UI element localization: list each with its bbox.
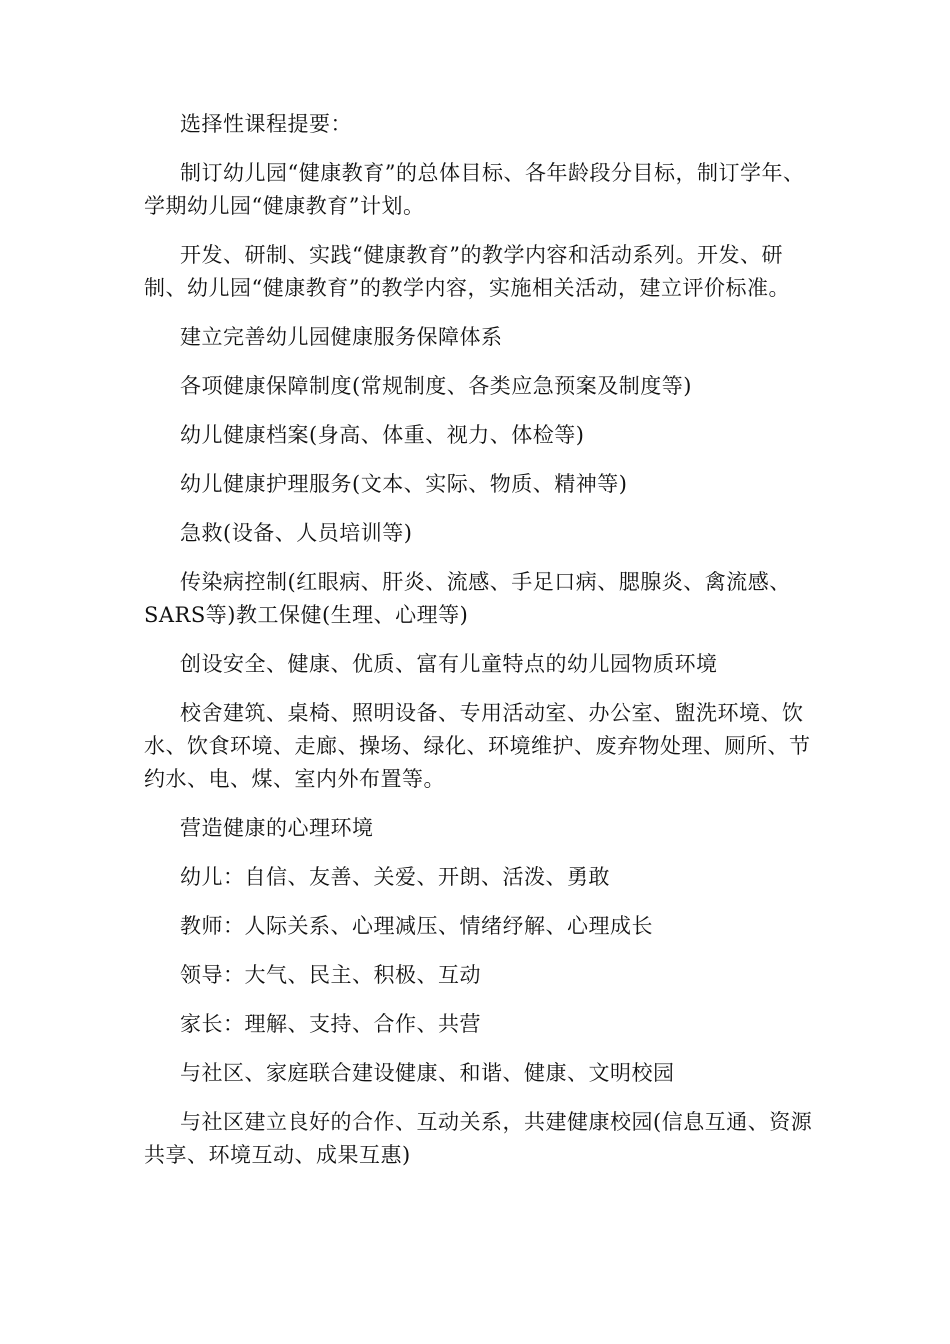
paragraph-facilities: 校舍建筑、桌椅、照明设备、专用活动室、办公室、盥洗环境、饮水、饮食环境、走廊、操场、绿化、环境维护、废弃物处理、厕所、节约水、电、煤、室内外布置等。 [144,701,811,791]
paragraph-children: 幼儿：自信、友善、关爱、开朗、活泼、勇敢 [180,865,610,889]
paragraph-leaders: 领导：大气、民主、积极、互动 [180,963,481,987]
paragraph-goals: 制订幼儿园“健康教育”的总体目标、各年龄段分目标，制订学年、学期幼儿园“健康教育”计划。 [144,161,805,218]
paragraph-parents: 家长：理解、支持、合作、共营 [180,1012,481,1036]
paragraph-care-services: 幼儿健康护理服务(文本、实际、物质、精神等) [180,472,628,496]
paragraph-first-aid: 急救(设备、人员培训等) [180,521,413,545]
paragraph-community-building: 与社区、家庭联合建设健康、和谐、健康、文明校园 [180,1061,675,1085]
paragraph-physical-environment: 创设安全、健康、优质、富有儿童特点的幼儿园物质环境 [180,652,718,676]
paragraph-health-rules: 各项健康保障制度(常规制度、各类应急预案及制度等) [180,374,692,398]
paragraph-community-cooperation: 与社区建立良好的合作、互动关系，共建健康校园(信息互通、资源共享、环境互动、成果互惠) [144,1110,813,1167]
paragraph-service-system: 建立完善幼儿园健康服务保障体系 [180,325,503,349]
paragraph-disease-control: 传染病控制(红眼病、肝炎、流感、手足口病、腮腺炎、禽流感、SARS等)教工保健(生理、心理等) [144,570,791,627]
paragraph-psychological-environment: 营造健康的心理环境 [180,816,374,840]
paragraph-health-records: 幼儿健康档案(身高、体重、视力、体检等) [180,423,585,447]
paragraph-course-summary: 选择性课程提要： [180,112,352,136]
paragraph-content-development: 开发、研制、实践“健康教育”的教学内容和活动系列。开发、研制、幼儿园“健康教育”的教学内容，实施相关活动，建立评价标准。 [144,243,790,300]
document-page [144,108,824,1188]
paragraph-teachers: 教师：人际关系、心理减压、情绪纾解、心理成长 [180,914,653,938]
